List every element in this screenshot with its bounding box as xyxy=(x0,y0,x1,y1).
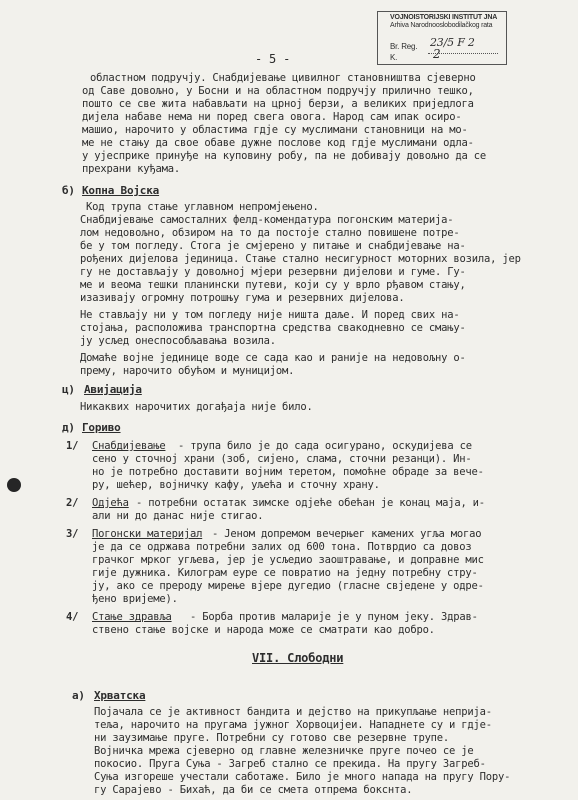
text-line: рођених дијелова јединица. Стање стално несигурност моторних возила, јер xyxy=(80,253,521,265)
text-line: - Борба против маларије је у пуном јеку. Здрав- xyxy=(190,611,478,623)
text-line: ју, ако се прероду мирење вјере дугедио (гласне свједене у одре- xyxy=(92,580,484,592)
stamp-reg-value: 23/5 F 2 xyxy=(430,36,475,49)
text-line: гу не достављају у довољној мјери резервни дијелови и гуме. Гу- xyxy=(80,266,466,278)
text-line: у ујесприке принуђе на куповину робу, па не добивају довољно да се xyxy=(82,150,487,162)
text-line: гу Сарајево - Бихаћ, да би се смета отпрема бокснта. xyxy=(94,784,413,796)
page-number: - 5 - xyxy=(255,52,291,66)
text-line: од Саве довољно, у Босни и на областном подручју прилично тешко, xyxy=(82,85,474,97)
text-line: Појачала се је активност бандита и дејство на прикупљање неприја- xyxy=(94,706,492,718)
text-line: машио, нарочито у областима гдје су муслимани становници на мо- xyxy=(82,124,468,136)
section-marker: д) xyxy=(62,421,75,434)
text-line: Домаће војне јединице воде се сада као и раније на недовољну о- xyxy=(80,352,466,364)
section-heading: Копна Војска xyxy=(82,184,160,197)
stamp-k-label: K. xyxy=(390,53,398,62)
text-line: областном подручју. Снабдијевање цивилног становништва сјеверно xyxy=(90,72,476,84)
chapter-heading: VII. Слободни xyxy=(252,651,344,665)
text-line: - трупа било је до сада осигурано, оскудијева се xyxy=(178,440,472,452)
text-line: ру, шећер, војничку кафу, уљећа и сточну храну. xyxy=(92,479,380,491)
punch-hole xyxy=(7,478,21,492)
text-line: Снабдијевање самосталних фелд-комендатура погонским материја- xyxy=(80,214,454,226)
archive-stamp xyxy=(377,11,507,65)
text-line: - Јеном допремом вечерњег камених угља могао xyxy=(212,528,482,540)
item-number: 2/ xyxy=(66,497,79,509)
text-line: бе у том погледу. Стога је смјерено у питање и снабдијевање на- xyxy=(80,240,466,252)
text-line: али ни до данас није стигао. xyxy=(92,510,264,522)
text-line: пошто се све жита набављати на црној берзи, а великих приједлога xyxy=(82,98,474,110)
text-line: лом недовољно, обзиром на то да постоје стално повишене потре- xyxy=(80,227,460,239)
item-number: 4/ xyxy=(66,611,79,623)
text-line: ју усљед онеспособљавања возила. xyxy=(80,335,276,347)
stamp-archive: Arhiva Narodnooslobodilačkog rata xyxy=(390,22,493,29)
text-line: теља, нарочито на пругама јужног Хорвоцијеи. Нападнете су и гдје- xyxy=(94,719,492,731)
item-title: Погонски материјал xyxy=(92,528,203,540)
text-line: Код трупа стање углавном непромјењено. xyxy=(86,201,319,213)
text-line: стојања, расположива транспортна средства свакодневно се смању- xyxy=(80,322,466,334)
item-title: Снабдијевање xyxy=(92,440,166,452)
section-marker: ц) xyxy=(62,383,75,396)
text-line: но је потребно доставити војним теретом, помоћне обраде за вече- xyxy=(92,466,484,478)
text-line: - потребни остатак зимске одјеће обећан је конац маја, и- xyxy=(136,497,485,509)
stamp-institute: VOJNOISTORIJSKI INSTITUT JNA xyxy=(390,14,498,21)
section-heading: Хрватска xyxy=(94,689,146,702)
item-title: Стање здравља xyxy=(92,611,172,623)
stamp-k-value: 2 xyxy=(433,47,441,61)
item-title: Одјећа xyxy=(92,497,129,509)
text-line: ме не стању да свое обаве дужне послове код гдје муслимани одла- xyxy=(82,137,474,149)
text-line: изазивају огромну потрошњу гума и резервних дијелова. xyxy=(80,292,405,304)
item-number: 3/ xyxy=(66,528,79,540)
text-line: дијела набаве нема ни поред свега овога. Народ сам ипак осиро- xyxy=(82,111,462,123)
section-heading: Авијација xyxy=(84,383,142,396)
stamp-reg-label: Br. Reg. xyxy=(390,42,418,51)
text-line: је да се одржава потребни залих од 600 тона. Потврдио са довоз xyxy=(92,541,472,553)
text-line: Не стављају ни у том погледу није ништа даље. И поред свих на- xyxy=(80,309,460,321)
text-line: прему, нарочито обућом и муницијом. xyxy=(80,365,295,377)
text-line: ђено вријеме). xyxy=(92,593,178,605)
text-line: грачког мрког угљева, јер је усљедио заоштравање, и доправне мис xyxy=(92,554,484,566)
item-number: 1/ xyxy=(66,440,79,452)
text-line: ме и веома тешки планински путеви, који су у врло рђавом стању, xyxy=(80,279,466,291)
section-marker: б) xyxy=(62,184,75,197)
text-line: ствено стање војске и народа може се сматрати као добро. xyxy=(92,624,435,636)
text-line: прехрани куђама. xyxy=(82,163,180,175)
text-line: Суња изгореше учестали саботаже. Било је много напада на пругу Пору- xyxy=(94,771,511,783)
text-line: покосио. Пруга Суња - Загреб стално се прекида. На пругу Загреб- xyxy=(94,758,486,770)
text-line: Никаквих нарочитих догађаја није било. xyxy=(80,401,313,413)
text-line: гије дужника. Килограм еуре се повратио на једну потребну стру- xyxy=(92,567,478,579)
text-line: ни заузимање пруге. Потребни су готово све резервне трупе. xyxy=(94,732,450,744)
section-marker: а) xyxy=(72,689,85,702)
text-line: сено у сточној храни (зоб, сијено, слама, сточни резанци). Ин- xyxy=(92,453,472,465)
text-line: Војничка мрежа сјеверно од главне железничке пруге почео се је xyxy=(94,745,474,757)
section-heading: Гориво xyxy=(82,421,121,434)
